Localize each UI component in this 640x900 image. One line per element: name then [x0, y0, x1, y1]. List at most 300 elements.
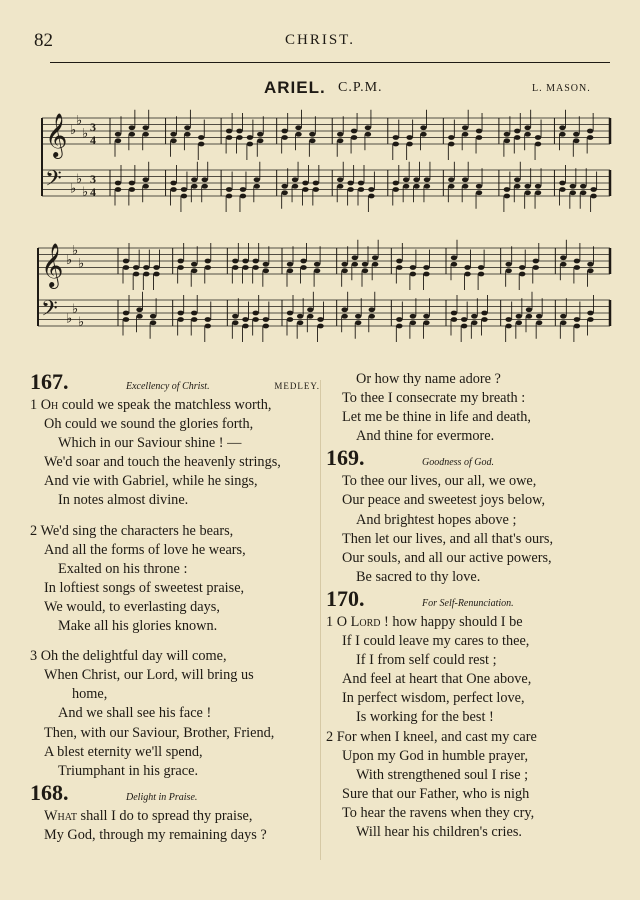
notehead	[403, 177, 409, 182]
left-column	[30, 370, 320, 845]
verse-line: And all the forms of love he wears,	[44, 541, 246, 558]
notehead	[184, 125, 190, 130]
notehead	[191, 317, 197, 322]
notehead	[205, 317, 211, 322]
notehead	[313, 187, 319, 192]
verse-line: Then, with our Saviour, Brother, Friend,	[44, 724, 275, 741]
hymn-subtitle: For Self-Renunciation.	[422, 597, 514, 609]
time-signature: 4	[90, 133, 96, 147]
notehead	[205, 324, 211, 329]
running-title: CHRIST.	[285, 32, 355, 48]
notehead	[177, 311, 183, 316]
notehead	[300, 259, 306, 264]
notehead	[143, 125, 149, 130]
time-signature: 4	[90, 185, 96, 199]
notehead	[420, 125, 426, 130]
notehead	[205, 259, 211, 264]
notehead	[254, 184, 260, 189]
notehead	[263, 324, 269, 329]
notehead	[504, 187, 510, 192]
notehead	[587, 311, 593, 316]
notehead	[123, 259, 129, 264]
notehead	[263, 317, 269, 322]
notehead	[396, 259, 402, 264]
notehead	[403, 184, 409, 189]
notehead	[358, 181, 364, 186]
notehead	[580, 184, 586, 189]
tune-meter: C.P.M.	[338, 80, 383, 95]
notehead	[574, 265, 580, 270]
notehead	[170, 187, 176, 192]
notehead	[341, 268, 347, 273]
notehead	[410, 272, 416, 277]
notehead	[226, 135, 232, 140]
notehead	[559, 125, 565, 130]
verse-line: Upon my God in humble prayer,	[342, 747, 529, 764]
notehead	[257, 138, 263, 143]
notehead	[590, 187, 596, 192]
notehead	[263, 268, 269, 273]
notehead	[170, 181, 176, 186]
notehead	[150, 320, 156, 325]
verse-line: Exalted on his throne :	[58, 560, 188, 577]
notehead	[191, 184, 197, 189]
flat-icon: ♭	[70, 180, 77, 196]
hymn-heading	[30, 369, 320, 396]
notehead	[252, 265, 258, 270]
notehead	[519, 265, 525, 270]
flat-icon: ♭	[82, 183, 89, 199]
notehead	[292, 184, 298, 189]
notehead	[177, 317, 183, 322]
notehead	[423, 265, 429, 270]
notehead	[143, 272, 149, 277]
notehead	[355, 314, 361, 319]
hymn-subtitle: Delight in Praise.	[126, 791, 198, 803]
notehead	[281, 135, 287, 140]
verse-line: Will hear his children's cries.	[356, 823, 522, 840]
notehead	[587, 317, 593, 322]
hymn-subtitle: Excellency of Christ.	[126, 381, 210, 392]
verse-line: Be sacred to thy love.	[356, 568, 481, 585]
notehead	[519, 272, 525, 277]
notehead	[476, 184, 482, 189]
notehead	[352, 255, 358, 260]
notehead	[355, 320, 361, 325]
notehead	[514, 129, 520, 134]
notehead	[337, 184, 343, 189]
notehead	[115, 187, 121, 192]
notehead	[481, 317, 487, 322]
verse-line: A blest eternity we'll spend,	[44, 743, 203, 760]
notehead	[505, 268, 511, 273]
notehead	[535, 184, 541, 189]
notehead	[559, 132, 565, 137]
verse-line: My God, through my remaining days ?	[44, 826, 267, 843]
notehead	[242, 324, 248, 329]
notehead	[247, 142, 253, 147]
verse-line: 3 Oh the delightful day will come,	[30, 648, 227, 665]
notehead	[307, 314, 313, 319]
hymn-tune-name: MEDLEY.	[274, 381, 320, 391]
notehead	[136, 314, 142, 319]
notehead	[232, 265, 238, 270]
notehead	[302, 187, 308, 192]
notehead	[337, 177, 343, 182]
notehead	[129, 181, 135, 186]
notehead	[351, 135, 357, 140]
notehead	[123, 265, 129, 270]
verse-line: In notes almost divine.	[58, 492, 189, 509]
notehead	[423, 314, 429, 319]
notehead	[358, 187, 364, 192]
notehead	[462, 125, 468, 130]
notehead	[236, 135, 242, 140]
notehead	[448, 135, 454, 140]
notehead	[202, 184, 208, 189]
notehead	[574, 324, 580, 329]
notehead	[478, 265, 484, 270]
verse-line: If I from self could rest ;	[356, 652, 497, 669]
bass-clef-icon: 𝄢	[45, 166, 62, 197]
notehead	[232, 259, 238, 264]
notehead	[281, 184, 287, 189]
verse-line: To hear the ravens when they cry,	[342, 804, 535, 821]
notehead	[133, 265, 139, 270]
notehead	[236, 129, 242, 134]
notehead	[573, 138, 579, 143]
notehead	[362, 268, 368, 273]
notehead	[153, 265, 159, 270]
notehead	[368, 194, 374, 199]
notehead	[226, 129, 232, 134]
verse-line: In loftiest songs of sweetest praise,	[44, 579, 245, 596]
verse-line: We would, to everlasting days,	[44, 598, 220, 615]
verse-line: Then let our lives, and all that's ours,	[342, 530, 554, 547]
verse-line: What shall I do to spread thy praise,	[44, 807, 253, 824]
notehead	[504, 194, 510, 199]
notehead	[478, 272, 484, 277]
notehead	[505, 317, 511, 322]
notehead	[574, 317, 580, 322]
notehead	[365, 125, 371, 130]
notehead	[170, 132, 176, 137]
hymn-number: 167.	[30, 369, 69, 394]
verse-line: Triumphant in his grace.	[58, 762, 199, 779]
notehead	[198, 135, 204, 140]
notehead	[365, 132, 371, 137]
notehead	[240, 187, 246, 192]
verse-line: 1 O Lord ! how happy should I be	[326, 613, 523, 630]
notehead	[143, 184, 149, 189]
notehead	[252, 317, 258, 322]
flat-icon: ♭	[76, 170, 83, 186]
verse-line: 2 For when I kneel, and cast my care	[326, 728, 537, 745]
notehead	[423, 320, 429, 325]
notehead	[136, 307, 142, 312]
notehead	[413, 184, 419, 189]
notehead	[451, 262, 457, 267]
notehead	[368, 187, 374, 192]
notehead	[410, 314, 416, 319]
notehead	[129, 187, 135, 192]
notehead	[242, 317, 248, 322]
notehead	[406, 135, 412, 140]
notehead	[143, 177, 149, 182]
notehead	[504, 138, 510, 143]
notehead	[184, 132, 190, 137]
notehead	[524, 125, 530, 130]
notehead	[281, 129, 287, 134]
notehead	[240, 194, 246, 199]
notehead	[181, 194, 187, 199]
notehead	[560, 314, 566, 319]
notehead	[516, 320, 522, 325]
flat-icon: ♭	[78, 255, 85, 271]
notehead	[535, 135, 541, 140]
music-score	[0, 0, 640, 370]
notehead	[464, 265, 470, 270]
notehead	[524, 132, 530, 137]
column-divider	[320, 380, 321, 860]
notehead	[533, 265, 539, 270]
verse-line: And vie with Gabriel, while he sings,	[44, 473, 258, 490]
notehead	[123, 311, 129, 316]
notehead	[242, 259, 248, 264]
bass-clef-icon: 𝄢	[41, 296, 58, 327]
verse-line: When Christ, our Lord, will bring us	[44, 667, 254, 684]
notehead	[587, 129, 593, 134]
verse-line: We'd soar and touch the heavenly strings,	[44, 454, 281, 471]
verse-line: Is working for the best !	[356, 709, 494, 726]
notehead	[309, 132, 315, 137]
notehead	[287, 317, 293, 322]
notehead	[481, 311, 487, 316]
notehead	[372, 262, 378, 267]
notehead	[347, 187, 353, 192]
notehead	[300, 265, 306, 270]
notehead	[170, 138, 176, 143]
notehead	[574, 259, 580, 264]
verse-line: And thine for evermore.	[356, 428, 495, 445]
hymn-heading	[30, 779, 320, 807]
notehead	[462, 177, 468, 182]
notehead	[410, 320, 416, 325]
notehead	[202, 177, 208, 182]
notehead	[129, 125, 135, 130]
tune-name: ARIEL.	[264, 78, 326, 97]
notehead	[351, 129, 357, 134]
notehead	[205, 265, 211, 270]
notehead	[505, 324, 511, 329]
notehead	[448, 184, 454, 189]
notehead	[526, 314, 532, 319]
notehead	[287, 311, 293, 316]
tune-composer: L. MASON.	[532, 83, 591, 94]
notehead	[287, 262, 293, 267]
notehead	[263, 262, 269, 267]
notehead	[560, 320, 566, 325]
notehead	[476, 135, 482, 140]
notehead	[362, 262, 368, 267]
notehead	[536, 314, 542, 319]
notehead	[181, 187, 187, 192]
verse-line: In perfect wisdom, perfect love,	[342, 690, 525, 707]
notehead	[191, 262, 197, 267]
notehead	[424, 177, 430, 182]
notehead	[307, 307, 313, 312]
notehead	[590, 194, 596, 199]
verse-line: To thee our lives, our all, we owe,	[342, 473, 537, 490]
notehead	[177, 259, 183, 264]
notehead	[505, 262, 511, 267]
notehead	[247, 135, 253, 140]
right-column	[326, 370, 616, 842]
notehead	[302, 181, 308, 186]
notehead	[451, 311, 457, 316]
notehead	[560, 255, 566, 260]
notehead	[396, 265, 402, 270]
notehead	[115, 181, 121, 186]
notehead	[287, 268, 293, 273]
notehead	[226, 194, 232, 199]
notehead	[297, 320, 303, 325]
notehead	[424, 184, 430, 189]
notehead	[514, 177, 520, 182]
notehead	[464, 272, 470, 277]
notehead	[573, 132, 579, 137]
verse-line: Oh could we sound the glories forth,	[44, 416, 254, 433]
verse-line: Our peace and sweetest joys below,	[342, 492, 546, 509]
notehead	[372, 255, 378, 260]
notehead	[123, 317, 129, 322]
hymn-subtitle: Goodness of God.	[422, 457, 494, 469]
notehead	[524, 190, 530, 195]
notehead	[559, 181, 565, 186]
notehead	[448, 142, 454, 147]
verse-line: If I could leave my cares to thee,	[342, 633, 530, 650]
notehead	[257, 132, 263, 137]
verse-line: Sure that our Father, who is nigh	[342, 785, 530, 802]
flat-icon: ♭	[76, 112, 83, 128]
notehead	[504, 132, 510, 137]
notehead	[252, 311, 258, 316]
notehead	[462, 132, 468, 137]
notehead	[471, 314, 477, 319]
verse-line: And feel at heart that One above,	[342, 671, 532, 688]
notehead	[252, 259, 258, 264]
page-number: 82	[34, 30, 53, 51]
notehead	[461, 324, 467, 329]
verse-line: With strengthened soul I rise ;	[356, 766, 529, 783]
notehead	[242, 265, 248, 270]
notehead	[352, 262, 358, 267]
notehead	[198, 142, 204, 147]
notehead	[514, 184, 520, 189]
notehead	[317, 317, 323, 322]
notehead	[420, 132, 426, 137]
time-signature: 3	[90, 120, 96, 134]
notehead	[341, 307, 347, 312]
verse-line: Make all his glories known.	[58, 618, 218, 635]
notehead	[393, 181, 399, 186]
notehead	[448, 177, 454, 182]
notehead	[341, 314, 347, 319]
verse-line: 1 Oh could we speak the matchless worth,	[30, 397, 272, 413]
verse-line: Which in our Saviour shine ! —	[58, 435, 242, 452]
notehead	[413, 177, 419, 182]
notehead	[337, 132, 343, 137]
hymn-heading	[326, 585, 616, 613]
notehead	[393, 135, 399, 140]
notehead	[587, 262, 593, 267]
notehead	[476, 129, 482, 134]
notehead	[341, 262, 347, 267]
notehead	[232, 314, 238, 319]
notehead	[226, 187, 232, 192]
flat-icon: ♭	[82, 125, 89, 141]
treble-clef-icon: 𝄞	[45, 113, 68, 157]
notehead	[337, 138, 343, 143]
notehead	[115, 132, 121, 137]
notehead	[570, 184, 576, 189]
notehead	[533, 259, 539, 264]
hymn-number: 170.	[326, 585, 365, 611]
flat-icon: ♭	[66, 252, 73, 267]
verse-line: Our souls, and all our active powers,	[342, 549, 552, 566]
notehead	[177, 265, 183, 270]
flat-icon: ♭	[70, 122, 77, 137]
notehead	[295, 132, 301, 137]
notehead	[295, 125, 301, 130]
notehead	[535, 142, 541, 147]
hymn-number: 169.	[326, 445, 365, 471]
notehead	[143, 132, 149, 137]
notehead	[313, 181, 319, 186]
notehead	[560, 262, 566, 267]
notehead	[423, 272, 429, 277]
notehead	[410, 265, 416, 270]
notehead	[191, 311, 197, 316]
hymn-number: 168.	[30, 779, 69, 805]
notehead	[232, 320, 238, 325]
verse-line: home,	[72, 686, 108, 703]
notehead	[462, 184, 468, 189]
notehead	[526, 307, 532, 312]
notehead	[559, 187, 565, 192]
verse-line: And we shall see his face !	[58, 705, 212, 722]
notehead	[143, 265, 149, 270]
notehead	[281, 190, 287, 195]
notehead	[461, 317, 467, 322]
verse-line: 2 We'd sing the characters he bears,	[30, 522, 234, 539]
notehead	[133, 272, 139, 277]
notehead	[153, 272, 159, 277]
notehead	[254, 177, 260, 182]
verse-line: Or how thy name adore ?	[356, 371, 501, 387]
notehead	[369, 314, 375, 319]
notehead	[292, 177, 298, 182]
treble-clef-icon: 𝄞	[41, 243, 64, 287]
time-signature: 3	[90, 172, 96, 186]
notehead	[451, 317, 457, 322]
notehead	[309, 138, 315, 143]
notehead	[514, 135, 520, 140]
notehead	[314, 262, 320, 267]
stanza-gap	[30, 636, 320, 647]
notehead	[314, 268, 320, 273]
notehead	[396, 317, 402, 322]
